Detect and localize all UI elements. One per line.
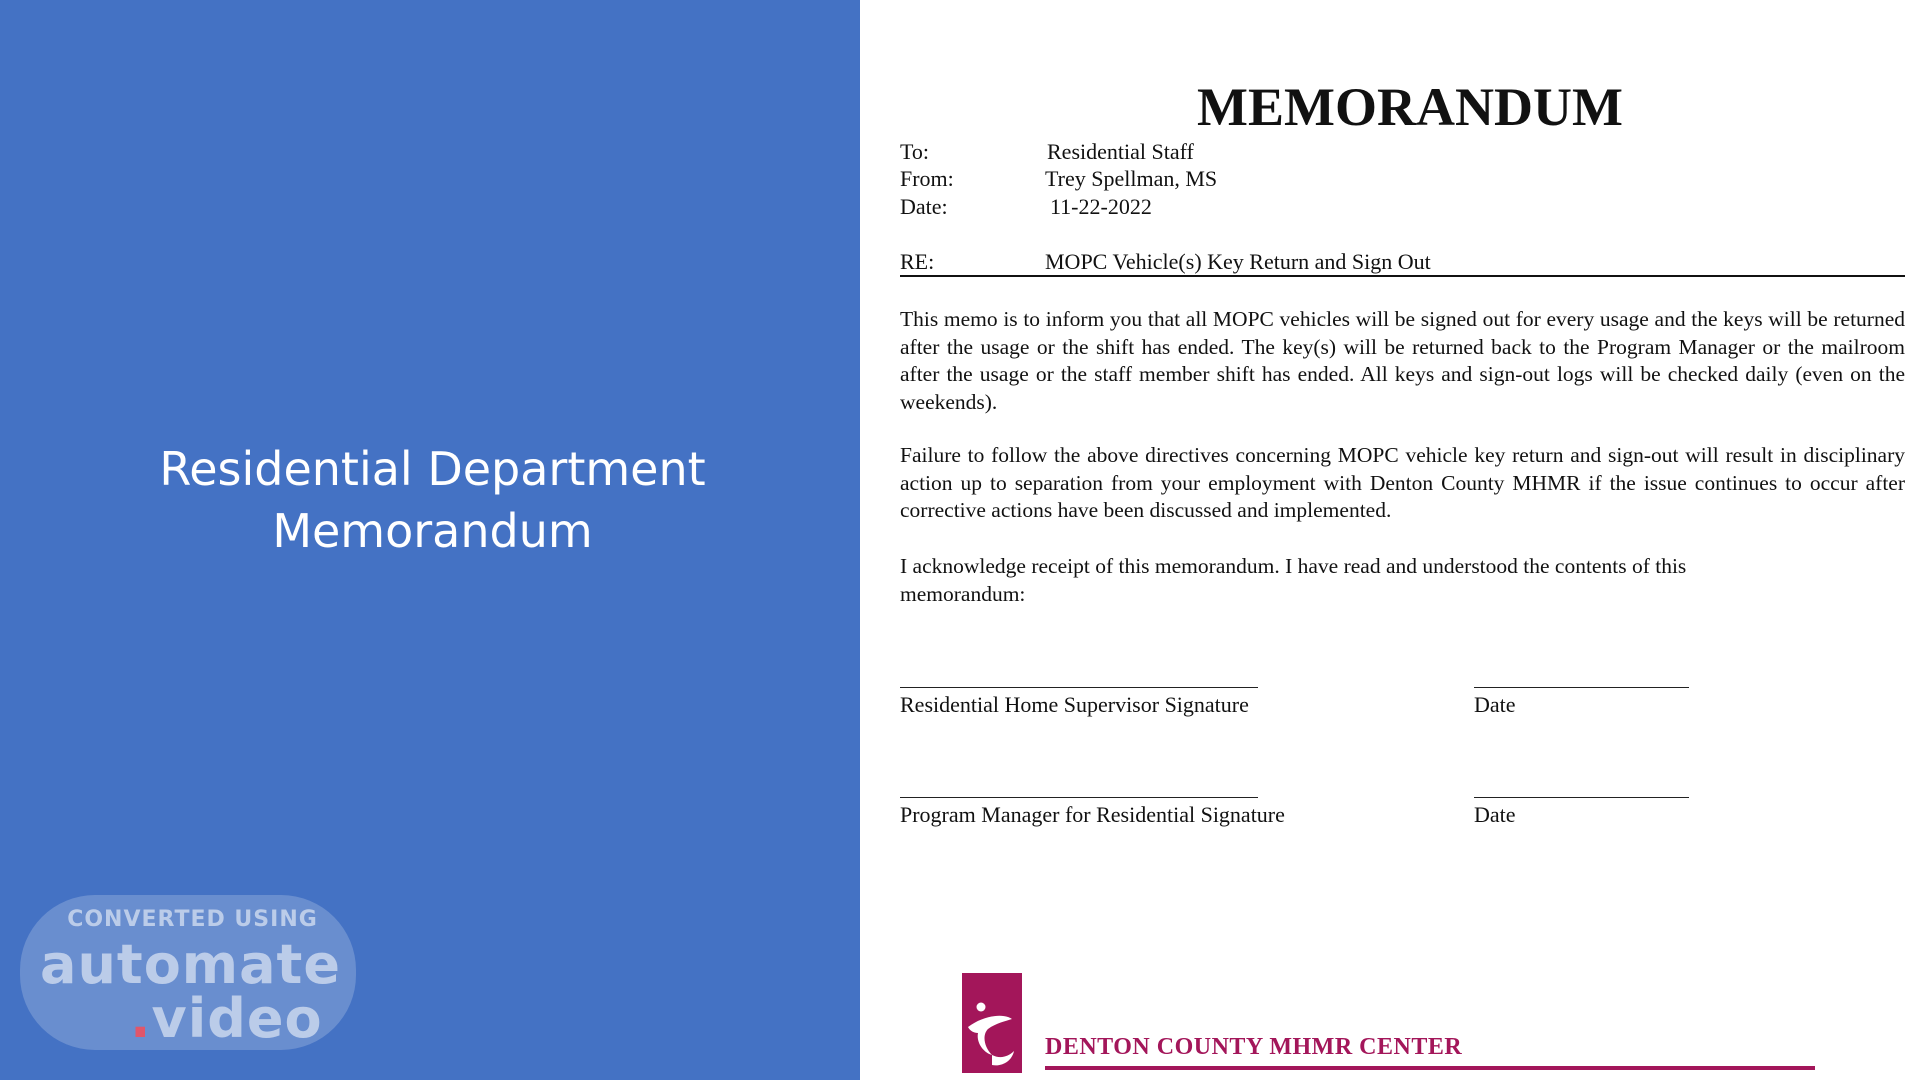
signature1-date-label: Date: [1474, 692, 1516, 717]
converter-watermark: [20, 895, 356, 1050]
date-label: Date:: [900, 194, 948, 219]
re-label: RE:: [900, 249, 935, 274]
slide-title-line1: Residential Department: [159, 442, 706, 496]
date-value: 11-22-2022: [1050, 194, 1152, 219]
from-value: Trey Spellman, MS: [1045, 166, 1218, 191]
watermark-domain: [130, 987, 323, 1050]
signature1-line: [900, 687, 1258, 688]
org-logo-icon: [962, 973, 1022, 1073]
signature2-label: Program Manager for Residential Signature: [900, 802, 1285, 827]
from-label: From:: [900, 166, 954, 191]
to-label: To:: [900, 139, 930, 164]
watermark-dot: .: [130, 987, 152, 1050]
watermark-domain-text: video: [151, 987, 323, 1050]
org-underline: [1045, 1066, 1815, 1070]
memo-heading: MEMORANDUM: [1197, 77, 1623, 137]
watermark-caption: CONVERTED USING: [67, 907, 318, 932]
title-panel: [0, 0, 860, 1080]
org-name: DENTON COUNTY MHMR CENTER: [1045, 1034, 1463, 1060]
signature1-label: Residential Home Supervisor Signature: [900, 692, 1249, 717]
memo-paragraph-1: This memo is to inform you that all MOPC vehicles will be signed out for every usage and the keys will be returned after the usage or the shift has ended. The key(s) will be returned back to the Program Manager or the mailroom after the usage or the staff member shift has ended. All keys and sign-out logs will be checked daily (even on the weekends).: [900, 307, 1905, 414]
slide-title: [0, 438, 865, 562]
signature2-line: [900, 797, 1258, 798]
header-divider: [900, 275, 1905, 277]
memo-paragraph-2: Failure to follow the above directives concerning MOPC vehicle key return and sign-out will result in disciplinary action up to separation from your employment with Denton County MHMR if the issue continues to occur after corrective actions have been discussed and implemented.: [900, 443, 1905, 522]
to-value: Residential Staff: [1047, 139, 1194, 164]
memo-paragraph-3: I acknowledge receipt of this memorandum. I have read and understood the contents of this memorandum:: [900, 554, 1687, 606]
signature1-date-line: [1474, 687, 1689, 688]
signature2-date-label: Date: [1474, 802, 1516, 827]
memo-document: [860, 0, 1920, 1080]
slide-title-line2: Memorandum: [272, 504, 593, 558]
signature2-date-line: [1474, 797, 1689, 798]
re-value: MOPC Vehicle(s) Key Return and Sign Out: [1045, 249, 1431, 274]
watermark-brand: automate: [40, 933, 341, 996]
